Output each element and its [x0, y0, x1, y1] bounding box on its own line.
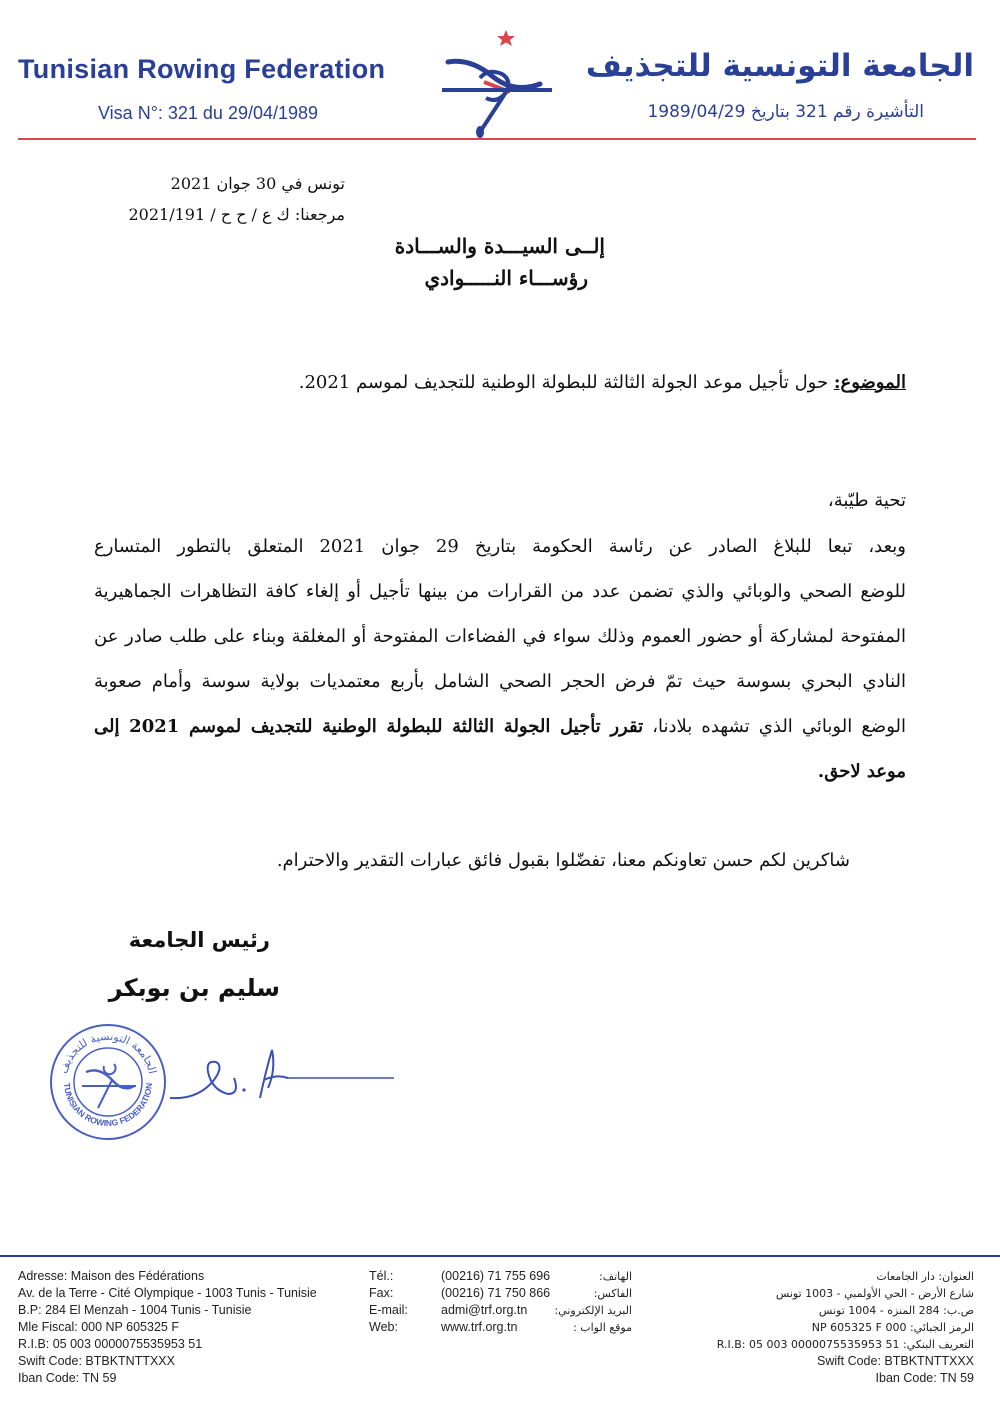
- footer-line-ar: Iban Code: TN 59: [875, 1371, 974, 1385]
- contact-label: Fax:: [369, 1286, 394, 1300]
- closing: شاكرين لكم حسن تعاونكم معنا، تفضّلوا بقبول فائق عبارات التقدير والاحترام.: [276, 850, 850, 871]
- body-line-6: موعد لاحق.: [817, 761, 906, 782]
- footer-line: Swift Code: BTBKTNTTXXX: [18, 1354, 175, 1368]
- stamp-text-en: TUNISIAN ROWING FEDERATION: [61, 1082, 155, 1129]
- federation-name-en: Tunisian Rowing Federation: [18, 54, 386, 84]
- footer-line: Mle Fiscal: 000 NP 605325 F: [18, 1320, 179, 1334]
- reference-number: مرجعنا: ك ع / ح ح / 2021/191: [128, 205, 345, 224]
- footer-line-ar: Swift Code: BTBKTNTTXXX: [817, 1354, 974, 1368]
- footer-line: R.I.B: 05 003 0000075535953 51: [18, 1337, 203, 1351]
- footer-address-ar: [717, 1268, 974, 1387]
- body-line-5-plain: الوضع الوبائي الذي تشهده بلادنا،: [643, 716, 906, 737]
- body-line-1: وبعد، تبعا للبلاغ الصادر عن رئاسة الحكومة بتاريخ 29 جوان 2021 المتعلق بالتطور المتسارع: [94, 536, 906, 557]
- federation-stamp: [48, 1022, 168, 1142]
- footer-line: Adresse: Maison des Fédérations: [18, 1269, 205, 1283]
- contact-label-ar: الفاكس:: [593, 1287, 632, 1300]
- footer-line: Av. de la Terre - Cité Olympique - 1003 Tunis - Tunisie: [18, 1286, 317, 1300]
- body-line-2: للوضع الصحي والوبائي والذي تضمن عدد من القرارات من بينها تأجيل أو إلغاء كافة التظاهرات الجماهيرية: [94, 581, 906, 602]
- subject-text: حول تأجيل موعد الجولة الثالثة للبطولة الوطنية للتجديف لموسم 2021.: [298, 372, 834, 393]
- body-line-4: النادي البحري بسوسة حيث تمّ فرض الحجر الصحي الشامل بأربع معتمديات بولاية سوسة وأمام صعوبة: [94, 671, 906, 692]
- footer-line-ar: العنوان: دار الجامعات: [876, 1270, 974, 1283]
- footer-line-ar: الرمز الجبائي: 000 NP 605325 F: [811, 1321, 974, 1334]
- subject-label: الموضوع:: [833, 372, 906, 393]
- footer-line-ar: شارع الأرض - الحي الأولمبي - 1003 تونس: [775, 1287, 974, 1300]
- decision-text: تقرر تأجيل الجولة الثالثة للبطولة الوطنية للتجديف لموسم 2021 إلى: [94, 716, 644, 737]
- contact-phone: (00216) 71 755 696: [441, 1269, 551, 1283]
- signature-title: رئيس الجامعة: [128, 928, 270, 952]
- visa-en: Visa N°: 321 du 29/04/1989: [98, 103, 319, 123]
- footer-address-fr: [18, 1268, 317, 1387]
- federation-logo: [440, 28, 556, 138]
- stamp-text-ar: الجامعة التونسية للتجذيف: [56, 1029, 160, 1076]
- contact-fax: (00216) 71 750 866: [441, 1286, 551, 1300]
- contact-label: E-mail:: [369, 1303, 408, 1317]
- header-divider: [18, 138, 976, 140]
- contact-label-ar: البريد الإلكتروني:: [554, 1304, 632, 1317]
- contact-label-ar: الهاتف:: [599, 1270, 632, 1283]
- place-date: تونس في 30 جوان 2021: [170, 174, 345, 193]
- footer-divider: [0, 1255, 1000, 1257]
- visa-ar: التأشيرة رقم 321 بتاريخ 1989/04/29: [647, 102, 924, 122]
- addressee-line-2: رؤســـاء النـــــوادي: [424, 266, 588, 290]
- footer-contact-labels-ar: [554, 1268, 632, 1336]
- addressee-line-1: إلــى السيـــدة والســـادة: [394, 234, 605, 258]
- contact-label: Tél.:: [369, 1269, 394, 1283]
- contact-label: Web:: [369, 1320, 398, 1334]
- greeting: تحية طيّبة،: [827, 490, 906, 511]
- footer-line: B.P: 284 El Menzah - 1004 Tunis - Tunisie: [18, 1303, 252, 1317]
- contact-email[interactable]: admi@trf.org.tn: [441, 1303, 528, 1317]
- body-line-5: [94, 716, 906, 737]
- footer-contact-values: [441, 1268, 550, 1336]
- footer-line: Iban Code: TN 59: [18, 1371, 117, 1385]
- subject: [299, 372, 906, 393]
- body-line-3: المفتوحة لمشاركة أو حضور العموم وذلك سواء في الفضاءات المفتوحة أو المغلقة وبناء على طلب صادر عن: [94, 626, 906, 647]
- contact-website[interactable]: www.trf.org.tn: [441, 1320, 518, 1334]
- contact-label-ar: موقع الواب :: [573, 1321, 632, 1334]
- footer-line-ar: ص.ب: 284 المنزه - 1004 تونس: [818, 1304, 974, 1317]
- handwritten-signature: [168, 1040, 398, 1110]
- footer-line-ar: التعريف البنكي: 51 R.I.B: 05 003 0000075535953: [716, 1338, 974, 1351]
- signature-name: سليم بن بوبكر: [108, 974, 280, 1002]
- footer-contact-labels: [369, 1268, 408, 1336]
- federation-name-ar: الجامعة التونسية للتجذيف: [585, 48, 974, 84]
